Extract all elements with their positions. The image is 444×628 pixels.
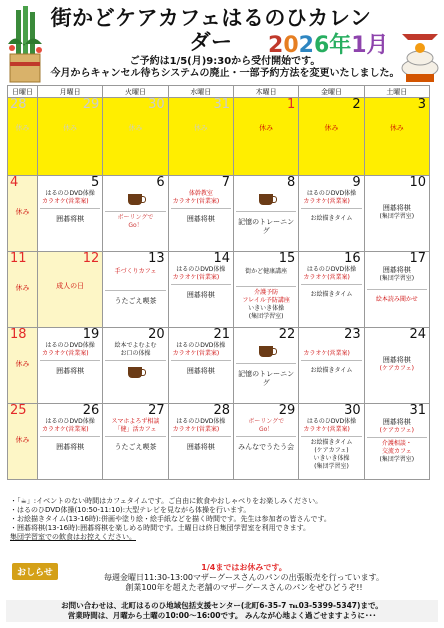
week-row: [8, 328, 430, 404]
reservation-notice: ご予約は1/5(月)9:30から受付開始です。 今月からキャンセル待ちシステムの廃止・一部予約方法を変更いたしました。: [50, 56, 400, 79]
weekday-label: 木曜日: [233, 86, 298, 98]
day-cell: 30 はるのひDVD体操 カラオケ(営業案) お絵描きタイム (ケアカフェ) いきいき体操 (集団学習室): [299, 404, 364, 480]
day-cell: 29 ボーリングで Go！ みんなでうたう会: [233, 404, 298, 480]
day-cell: 10 囲碁将棋 (集団学習室): [364, 176, 429, 252]
day-cell: 8 記憶のトレーニング: [233, 176, 298, 252]
day-cell: 19 はるのひDVD体操 カラオケ(営業案) 囲碁将棋: [38, 328, 103, 404]
day-cell: 23 カラオケ(営業案) お絵描きタイム: [299, 328, 364, 404]
coffee-cup-icon: [259, 194, 273, 205]
week-row: [8, 176, 430, 252]
day-cell: 13 手づくりカフェ うたごえ喫茶: [103, 252, 168, 328]
day-cell: 4 休み: [8, 176, 38, 252]
year-month: 2026年1月: [268, 33, 389, 58]
week-row: [8, 252, 430, 328]
weekday-label: 土曜日: [364, 86, 429, 98]
contact-info: お問い合わせは、北町はるのひ地域包括支援センター(北町6-35-7 ℡03-5399-5347)まで。 営業時間は、月曜から土曜の10:00～16:00です。 みんなが心地よく過ごせますように･･･: [6, 600, 438, 622]
weekday-label: 金曜日: [299, 86, 364, 98]
week-row: [8, 98, 430, 176]
notice-badge: おしらせ: [12, 563, 58, 580]
weekday-label: 水曜日: [168, 86, 233, 98]
day-cell: 6 ボーリングで Go！: [103, 176, 168, 252]
day-cell: 28 休み: [8, 98, 38, 176]
day-cell: 31 囲碁将棋 (ケアカフェ) 介護相談・ 交流カフェ (集団学習室): [364, 404, 429, 480]
day-cell: 22 記憶のトレーニング: [233, 328, 298, 404]
day-cell: 14 はるのひDVD体操 カラオケ(営業案) 囲碁将棋: [168, 252, 233, 328]
coffee-cup-icon: [128, 194, 142, 205]
coffee-cup-icon: [128, 367, 142, 378]
day-cell: 15 街かど健康講座 介護予防 フレイル予防講座 いきいき体操 (集団学習室): [233, 252, 298, 328]
day-cell: 5 はるのひDVD体操 カラオケ(営業案) 囲碁将棋: [38, 176, 103, 252]
page-title: 街かどケアカフェはるのひカレンダー: [50, 6, 372, 54]
week-row: [8, 404, 430, 480]
day-cell: 11 休み: [8, 252, 38, 328]
weekday-label: 日曜日: [8, 86, 38, 98]
day-cell: 24 囲碁将棋 (ケアカフェ): [364, 328, 429, 404]
weekday-header-row: [8, 86, 430, 98]
day-cell: 20 絵本でよむよむ お口の体操: [103, 328, 168, 404]
day-cell: 25 休み: [8, 404, 38, 480]
day-cell: 30 休み: [103, 98, 168, 176]
info-notes: ・「☕」:イベントのない時間はカフェタイムです。ご自由に飲食やおしゃべりをお楽しみください。 ・はるのひDVD体操(10:50-11:10):大型テレビを見ながら体操を行います。 ・お絵描きタイム(13-16時):併画や塗り絵・絵手紙などを描く時間です。先生は参加者の皆さんです。 ・囲碁将棋(13-16時):囲碁将棋を楽しめる時間です。土曜日は終日集団学習室を利用できます。 集団学習室での飲食はお控えください。: [10, 497, 331, 541]
day-cell: 7 体幹教室 カラオケ(営業案) 囲碁将棋: [168, 176, 233, 252]
day-cell: 9 はるのひDVD体操 カラオケ(営業案) お絵描きタイム: [299, 176, 364, 252]
calendar-table: [7, 85, 430, 480]
day-cell: 1 休み: [233, 98, 298, 176]
day-cell: 12 成人の日: [38, 252, 103, 328]
day-cell: 3 休み: [364, 98, 429, 176]
day-cell: 31 休み: [168, 98, 233, 176]
day-cell: 16 はるのひDVD体操 カラオケ(営業案) お絵描きタイム: [299, 252, 364, 328]
day-cell: 26 はるのひDVD体操 カラオケ(営業案) 囲碁将棋: [38, 404, 103, 480]
day-cell: 29 休み: [38, 98, 103, 176]
day-cell: 21 はるのひDVD体操 カラオケ(営業案) 囲碁将棋: [168, 328, 233, 404]
notice-text: 1/4まではお休みです。 毎週金曜日11:30-13:00マザーグースさんのパンの出張販売を行っています。 創業100年を超えた老舗のマザーグースさんのパンをぜひどうぞ!!: [104, 563, 384, 592]
day-cell: 28 はるのひDVD体操 カラオケ(営業案) 囲碁将棋: [168, 404, 233, 480]
day-cell: 2 休み: [299, 98, 364, 176]
weekday-label: 火曜日: [103, 86, 168, 98]
weekday-label: 月曜日: [38, 86, 103, 98]
day-cell: 18 休み: [8, 328, 38, 404]
coffee-cup-icon: [259, 346, 273, 357]
day-cell: 27 スマホよろず相談 「健」活カフェ うたごえ喫茶: [103, 404, 168, 480]
day-cell: 17 囲碁将棋 (集団学習室) 絵本読み聞かせ: [364, 252, 429, 328]
